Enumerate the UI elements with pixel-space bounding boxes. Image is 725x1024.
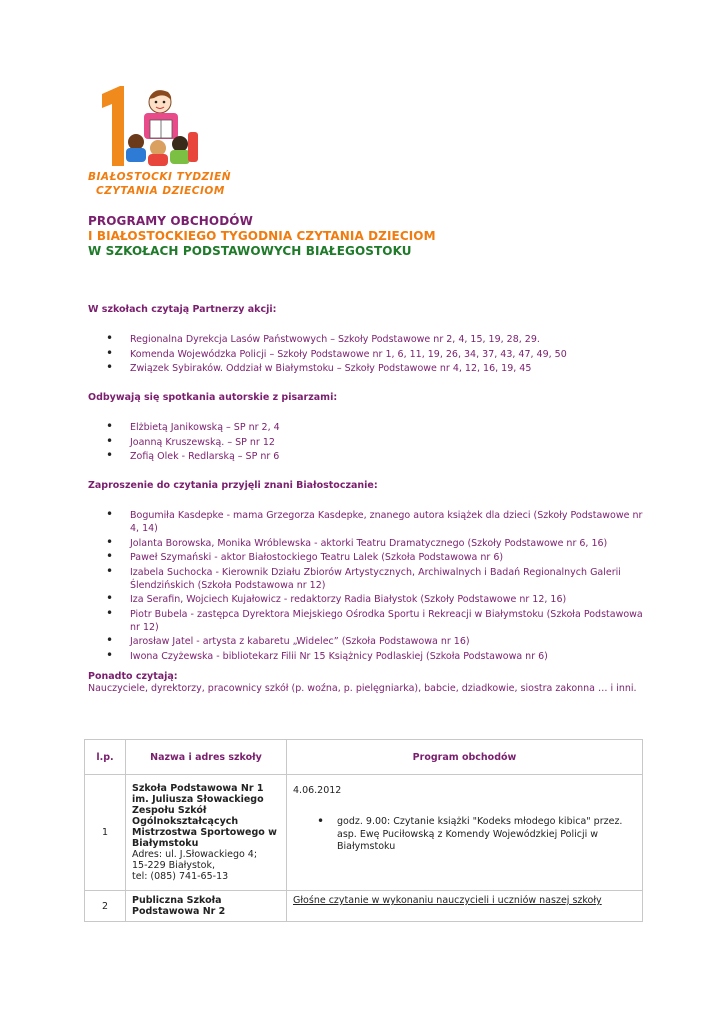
row-number: 2 <box>85 891 126 922</box>
program-cell <box>287 891 643 922</box>
school-name: Publiczna Szkoła Podstawowa Nr 2 <box>132 895 226 917</box>
table-row <box>85 775 643 891</box>
program-list <box>293 816 636 854</box>
page-subtitle-2: W SZKOŁACH PODSTAWOWYCH BIAŁEGOSTOKU <box>88 244 412 258</box>
list-item: • Izabela Suchocka - Kierownik Działu Zbiorów Artystycznych, Archiwalnych i Badań Regionalnych Galerii Ślendzińskich (Szkoła Podstawowa nr 12) <box>106 566 646 592</box>
also-text: Nauczyciele, dyrektorzy, pracownicy szkół (p. woźna, p. pielęgniarka), babcie, dziadkowie, siostra zakonna … i inni. <box>88 683 637 694</box>
school-postcode: 15-229 Białystok, <box>132 860 215 871</box>
table-header-row <box>85 740 643 775</box>
page-subtitle: I BIAŁOSTOCKIEGO TYGODNIA CZYTANIA DZIECIOM <box>88 229 436 243</box>
school-cell <box>126 775 287 891</box>
school-cell <box>126 891 287 922</box>
program-text: Głośne czytanie w wykonaniu nauczycieli i uczniów naszej szkoły <box>293 895 602 906</box>
list-item: • Regionalna Dyrekcja Lasów Państwowych – Szkoły Podstawowe nr 2, 4, 15, 19, 28, 29. <box>106 333 646 346</box>
school-phone: tel: (085) 741-65-13 <box>132 871 229 882</box>
logo-text-line1: BIAŁOSTOCKI TYDZIEŃ <box>88 171 232 183</box>
list-item: • Jarosław Jatel - artysta z kabaretu „Widelec” (Szkoła Podstawowa nr 16) <box>106 635 646 648</box>
column-header-school: Nazwa i adres szkoły <box>126 740 287 775</box>
list-item: • Elżbietą Janikowską – SP nr 2, 4 <box>106 421 646 434</box>
school-name: Szkoła Podstawowa Nr 1 im. Juliusza Słowackiego Zespołu Szkół Ogólnokształcących Mistrzostwa Sportowego w Białymstoku <box>132 783 277 849</box>
list-item: • Piotr Bubela - zastępca Dyrektora Miejskiego Ośrodka Sportu i Rekreacji w Białymstoku (Szkoła Podstawowa nr 12) <box>106 608 646 634</box>
program-date: 4.06.2012 <box>293 785 342 797</box>
list-item: • Jolanta Borowska, Monika Wróblewska - aktorki Teatru Dramatycznego (Szkoły Podstawowe nr 6, 16) <box>106 537 646 550</box>
list-item: • Zofią Olek - Redlarską – SP nr 6 <box>106 450 646 463</box>
column-header-lp: l.p. <box>85 740 126 775</box>
row-number: 1 <box>85 775 126 891</box>
list-item: • Iza Serafin, Wojciech Kujałowicz - redaktorzy Radia Białystok (Szkoły Podstawowe nr 12, 16) <box>106 593 646 606</box>
invited-heading: Zaproszenie do czytania przyjęli znani Białostoczanie: <box>88 480 378 491</box>
program-cell <box>287 775 643 891</box>
program-item: • godz. 9.00: Czytanie książki "Kodeks młodego kibica" przez. asp. Ewę Puciłowską z Komendy Wojewódzkiej Policji w Białymstoku <box>293 816 636 854</box>
authors-heading: Odbywają się spotkania autorskie z pisarzami: <box>88 392 338 403</box>
invited-list <box>106 509 646 664</box>
list-item: • Paweł Szymański - aktor Białostockiego Teatru Lalek (Szkoła Podstawowa nr 6) <box>106 551 646 564</box>
schedule-table <box>84 739 643 922</box>
partners-heading: W szkołach czytają Partnerzy akcji: <box>88 304 277 315</box>
event-logo <box>84 82 234 202</box>
list-item: • Bogumiła Kasdepke - mama Grzegorza Kasdepke, znanego autora książek dla dzieci (Szkoły Podstawowe nr 4, 14) <box>106 509 646 535</box>
partners-list <box>106 333 646 377</box>
list-item: • Komenda Wojewódzka Policji – Szkoły Podstawowe nr 1, 6, 11, 19, 26, 34, 37, 43, 47, 49, 50 <box>106 348 646 361</box>
school-address: Adres: ul. J.Słowackiego 4; <box>132 849 258 860</box>
list-item: • Iwona Czyżewska - bibliotekarz Filii Nr 15 Książnicy Podlaskiej (Szkoła Podstawowa nr 6) <box>106 650 646 663</box>
authors-list <box>106 421 646 465</box>
list-item: • Joanną Kruszewską. – SP nr 12 <box>106 436 646 449</box>
logo-text-line2: CZYTANIA DZIECIOM <box>96 185 225 197</box>
table-row <box>85 891 643 922</box>
page-title: PROGRAMY OBCHODÓW <box>88 214 253 228</box>
column-header-program: Program obchodów <box>287 740 643 775</box>
list-item: • Związek Sybiraków. Oddział w Białymstoku – Szkoły Podstawowe nr 4, 12, 16, 19, 45 <box>106 362 646 375</box>
also-heading: Ponadto czytają: <box>88 671 178 682</box>
logo-illustration <box>84 82 234 172</box>
